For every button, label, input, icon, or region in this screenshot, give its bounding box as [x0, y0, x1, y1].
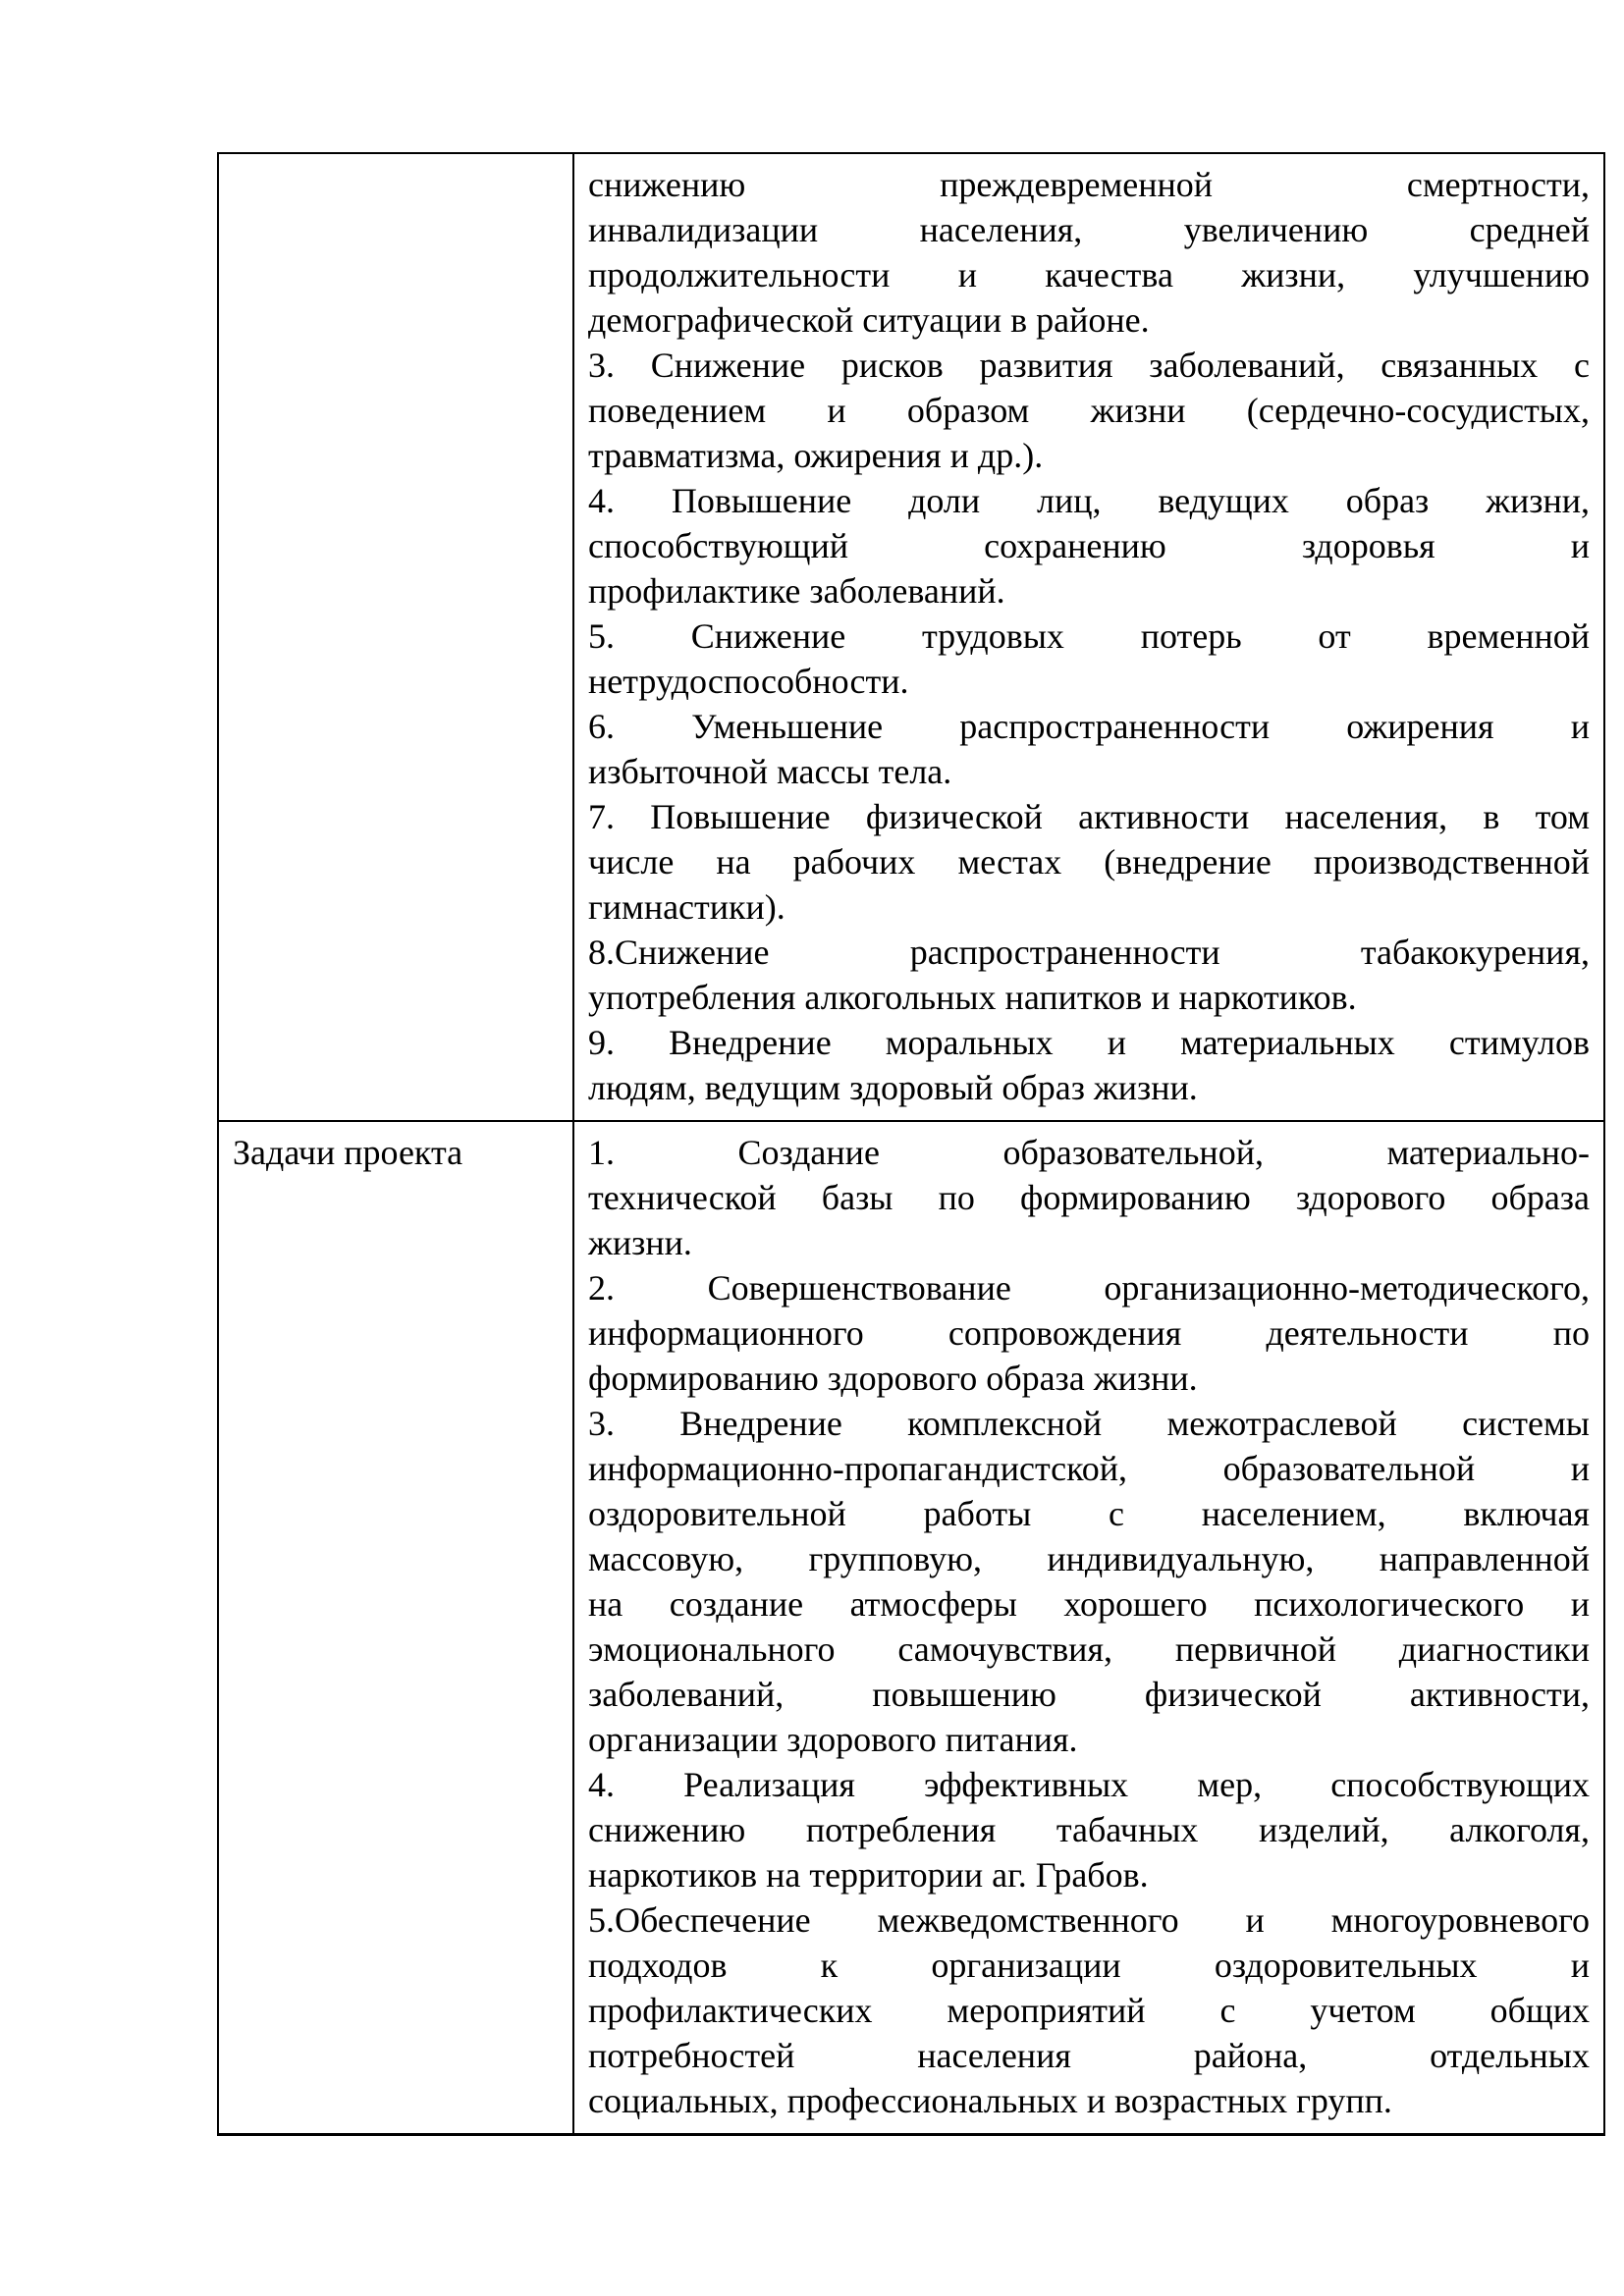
text-line: заболеваний, повышению физической активности, — [588, 1675, 1590, 1714]
table-row — [218, 1121, 1604, 2135]
paragraph — [588, 1265, 1590, 1401]
text-line: нетрудоспособности. — [588, 662, 909, 701]
paragraph — [588, 478, 1590, 614]
text-line: жизни. — [588, 1223, 692, 1262]
table-row — [218, 153, 1604, 1121]
paragraph — [588, 794, 1590, 930]
project-tasks-cell — [573, 1121, 1604, 2135]
text-line: гимнастики). — [588, 887, 785, 927]
text-line: снижению потребления табачных изделий, алкоголя, — [588, 1810, 1590, 1849]
text-line: профилактических мероприятий с учетом общих — [588, 1991, 1590, 2030]
text-line: информационного сопровождения деятельности по — [588, 1313, 1590, 1353]
text-line: 3. Снижение рисков развития заболеваний, связанных с — [588, 346, 1590, 385]
text-line: 8.Снижение распространенности табакокурения, — [588, 933, 1590, 972]
text-line: 1. Создание образовательной, материально- — [588, 1133, 1590, 1172]
text-line: информационно-пропагандистской, образовательной и — [588, 1449, 1590, 1488]
text-line: 9. Внедрение моральных и материальных стимулов — [588, 1023, 1590, 1062]
text-line: избыточной массы тела. — [588, 752, 952, 791]
text-line: формированию здорового образа жизни. — [588, 1359, 1198, 1398]
text-line: массовую, групповую, индивидуальную, направленной — [588, 1539, 1590, 1578]
text-line: эмоционального самочувствия, первичной диагностики — [588, 1629, 1590, 1669]
text-line: потребностей населения района, отдельных — [588, 2036, 1590, 2075]
text-line: продолжительности и качества жизни, улучшению — [588, 255, 1590, 294]
paragraph — [588, 162, 1590, 343]
paragraph — [588, 1897, 1590, 2123]
text-line: оздоровительной работы с населением, включая — [588, 1494, 1590, 1533]
text-line: 5.Обеспечение межведомственного и многоуровневого — [588, 1900, 1590, 1940]
text-line: употребления алкогольных напитков и наркотиков. — [588, 978, 1357, 1017]
expected-results-continuation-cell — [573, 153, 1604, 1121]
text-line: подходов к организации оздоровительных и — [588, 1946, 1590, 1985]
text-line: 7. Повышение физической активности населения, в том — [588, 797, 1590, 836]
paragraph — [588, 1401, 1590, 1762]
text-line: инвалидизации населения, увеличению средней — [588, 210, 1590, 249]
text-line: травматизма, ожирения и др.). — [588, 436, 1044, 475]
paragraph — [588, 930, 1590, 1020]
text-line: снижению преждевременной смертности, — [588, 165, 1590, 204]
text-line: 2. Совершенствование организационно-методического, — [588, 1268, 1590, 1308]
text-line: на создание атмосферы хорошего психологического и — [588, 1584, 1590, 1624]
text-line: поведением и образом жизни (сердечно-сосудистых, — [588, 391, 1590, 430]
text-line: демографической ситуации в районе. — [588, 300, 1150, 340]
text-line: профилактике заболеваний. — [588, 571, 1005, 611]
paragraph — [588, 614, 1590, 704]
text-line: технической базы по формированию здорового образа — [588, 1178, 1590, 1217]
text-line: 5. Снижение трудовых потерь от временной — [588, 616, 1590, 656]
text-line: числе на рабочих местах (внедрение производственной — [588, 842, 1590, 881]
text-line: людям, ведущим здоровый образ жизни. — [588, 1068, 1198, 1107]
paragraph — [588, 1130, 1590, 1265]
text-line: 6. Уменьшение распространенности ожирения и — [588, 707, 1590, 746]
project-description-table — [217, 152, 1605, 2136]
paragraph — [588, 343, 1590, 478]
paragraph — [588, 1762, 1590, 1897]
row-label-cell-tasks: Задачи проекта — [218, 1121, 573, 2135]
text-line: организации здорового питания. — [588, 1720, 1078, 1759]
paragraph — [588, 1020, 1590, 1110]
text-line: способствующий сохранению здоровья и — [588, 526, 1590, 565]
text-line: 3. Внедрение комплексной межотраслевой системы — [588, 1404, 1590, 1443]
paragraph — [588, 704, 1590, 794]
text-line: 4. Реализация эффективных мер, способствующих — [588, 1765, 1590, 1804]
text-line: наркотиков на территории аг. Грабов. — [588, 1855, 1149, 1895]
row-label-cell-empty — [218, 153, 573, 1121]
text-line: 4. Повышение доли лиц, ведущих образ жизни, — [588, 481, 1590, 520]
text-line: социальных, профессиональных и возрастных групп. — [588, 2081, 1392, 2120]
